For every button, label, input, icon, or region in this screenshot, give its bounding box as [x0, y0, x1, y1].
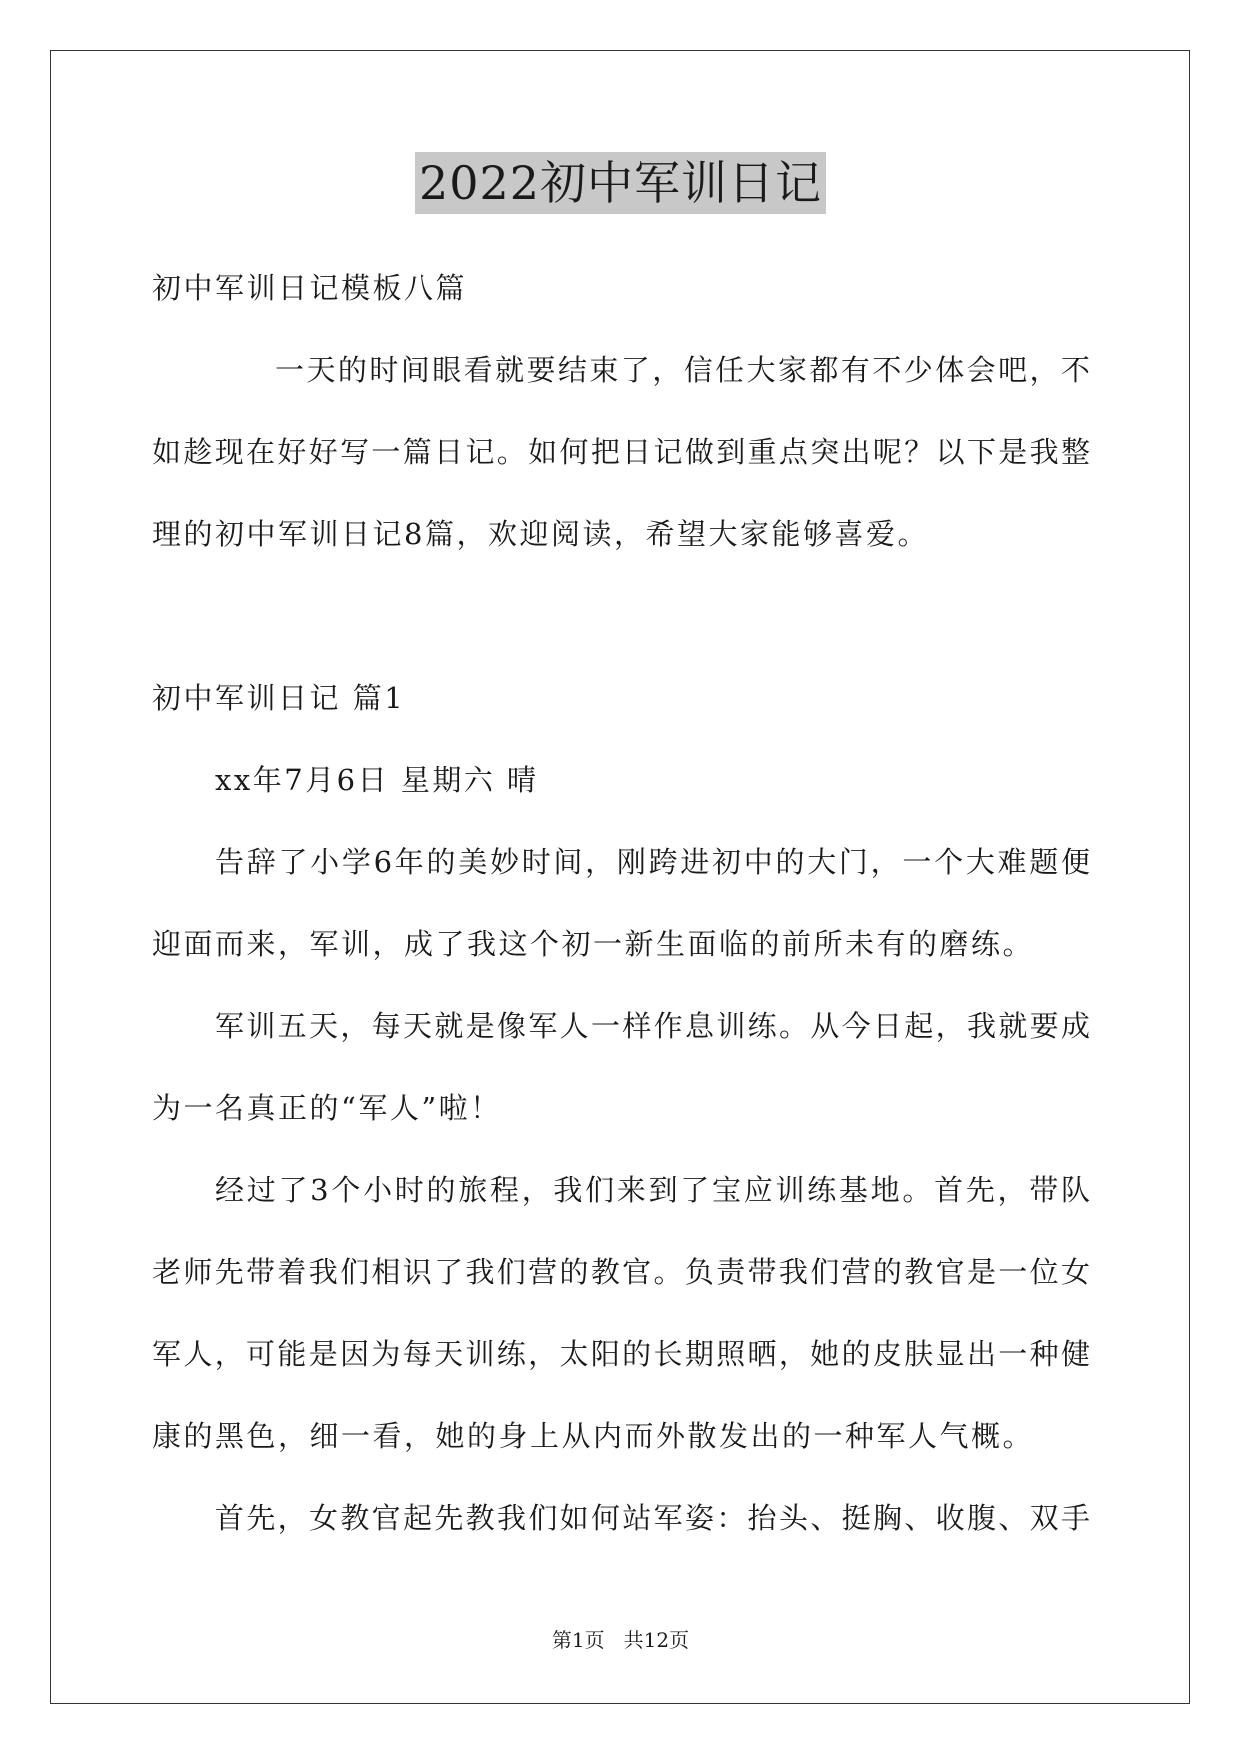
document-subtitle: 初中军训日记模板八篇	[152, 271, 468, 305]
document-title: 2022初中军训日记	[415, 152, 826, 214]
section-heading: 初中军训日记 篇1	[152, 681, 406, 715]
body-line-1: 告辞了小学6年的美妙时间，刚跨进初中的大门，一个大难题便	[215, 845, 1090, 879]
body-line-4: 为一名真正的“军人”啦！	[152, 1091, 502, 1125]
body-line-9: 首先，女教官起先教我们如何站军姿：抬头、挺胸、收腹、双手	[215, 1501, 1090, 1535]
body-line-3: 军训五天，每天就是像军人一样作息训练。从今日起，我就要成	[215, 1009, 1090, 1043]
intro-paragraph-line-3: 理的初中军训日记8篇，欢迎阅读，希望大家能够喜爱。	[152, 517, 929, 551]
intro-paragraph-line-2: 如趁现在好好写一篇日记。如何把日记做到重点突出呢？以下是我整	[152, 435, 1090, 469]
title-container	[0, 152, 1241, 214]
body-line-8: 康的黑色，细一看，她的身上从内而外散发出的一种军人气概。	[152, 1419, 1035, 1453]
body-line-5: 经过了3个小时的旅程，我们来到了宝应训练基地。首先，带队	[215, 1173, 1090, 1207]
intro-paragraph-line-1: 一天的时间眼看就要结束了，信任大家都有不少体会吧，不	[275, 353, 1090, 387]
body-line-6: 老师先带着我们相识了我们营的教官。负责带我们营的教官是一位女	[152, 1255, 1090, 1289]
body-line-2: 迎面而来，军训，成了我这个初一新生面临的前所未有的磨练。	[152, 927, 1035, 961]
body-line-7: 军人，可能是因为每天训练，太阳的长期照晒，她的皮肤显出一种健	[152, 1337, 1090, 1371]
page-footer	[0, 1626, 1241, 1654]
page-number-label: 第1页 共12页	[551, 1628, 690, 1652]
diary-date-line: xx年7月6日 星期六 晴	[215, 763, 539, 797]
